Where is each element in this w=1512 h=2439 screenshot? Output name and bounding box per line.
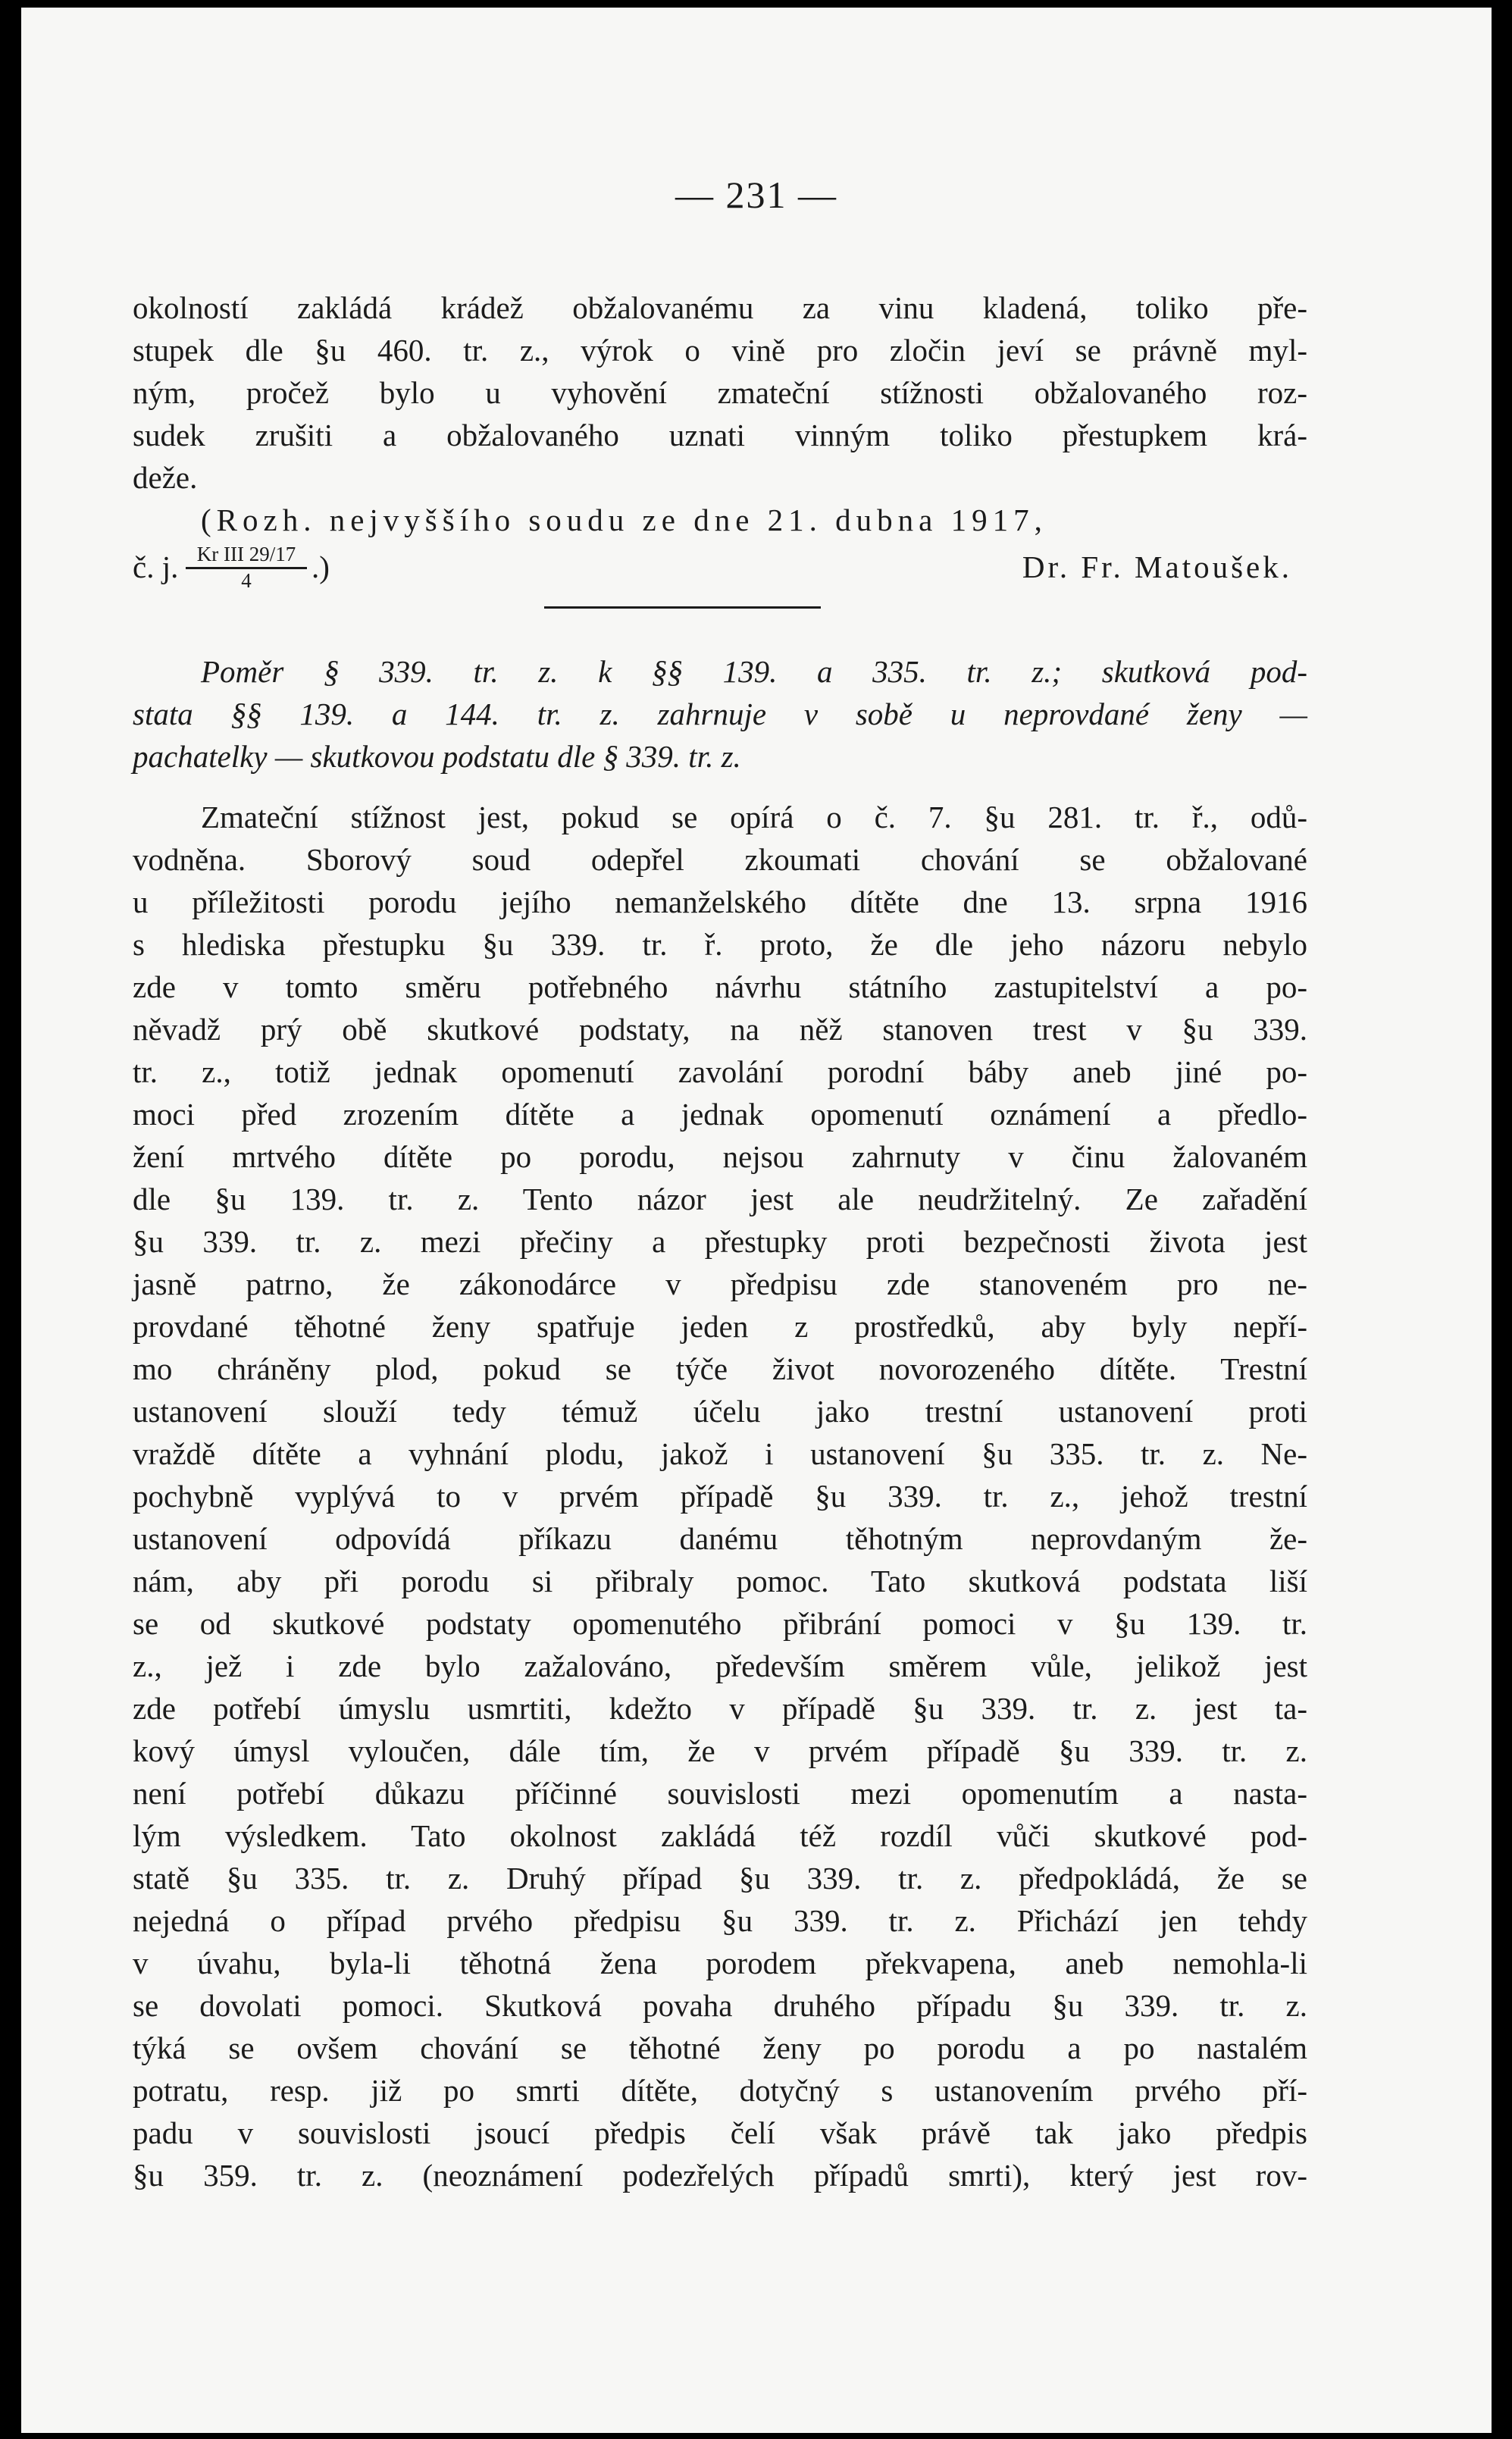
court-citation (133, 499, 1307, 594)
text-line: stupek dle §u 460. tr. z., výrok o vině pro zločin jeví se právně myl- (133, 333, 1307, 368)
text-line: z., jež i zde bylo zažalováno, především směrem vůle, jelikož jest (133, 1648, 1307, 1683)
section-divider (544, 606, 821, 609)
text-line: deže. (133, 460, 198, 495)
text-line: Zmateční stížnost jest, pokud se opírá o č. 7. §u 281. tr. ř., odů- (201, 800, 1307, 834)
text-line: vodněna. Sborový soud odepřel zkoumati chování se obžalované (133, 842, 1307, 877)
text-line: se od skutkové podstaty opomenutého přibrání pomoci v §u 139. tr. (133, 1606, 1307, 1641)
citation-line: (Rozh. nejvyššího soudu ze dne 21. dubna 1917, (201, 503, 1047, 537)
citation-reference (133, 541, 1307, 594)
text-line: zde potřebí úmyslu usmrtiti, kdežto v případě §u 339. tr. z. jest ta- (133, 1691, 1307, 1726)
text-line: se dovolati pomoci. Skutková povaha druhého případu §u 339. tr. z. (133, 1988, 1307, 2023)
text-line: u příležitosti porodu jejího nemanželského dítěte dne 13. srpna 1916 (133, 884, 1307, 919)
text-line: zde v tomto směru potřebného návrhu státního zastupitelství a po- (133, 969, 1307, 1004)
text-line: dle §u 139. tr. z. Tento názor jest ale neudržitelný. Ze zařadění (133, 1182, 1307, 1216)
fraction-numerator: Kr III 29/17 (186, 543, 307, 569)
citation-close: .) (311, 549, 330, 584)
text-line: něvadž prý obě skutkové podstaty, na něž stanoven trest v §u 339. (133, 1012, 1307, 1047)
text-line: statě §u 335. tr. z. Druhý případ §u 339. tr. z. předpokládá, že se (133, 1861, 1307, 1896)
heading-line: Poměr § 339. tr. z. k §§ 139. a 335. tr. z.; skutková pod- (201, 654, 1307, 689)
text-line: potratu, resp. již po smrti dítěte, dotyčný s ustanovením prvého pří- (133, 2073, 1307, 2108)
body-paragraph (133, 796, 1307, 2196)
text-line: nám, aby při porodu si přibraly pomoc. Tato skutková podstata liší (133, 1564, 1307, 1598)
text-line: §u 359. tr. z. (neoznámení podezřelých případů smrti), který jest rov- (133, 2158, 1307, 2193)
text-line: mo chráněny plod, pokud se týče život novorozeného dítěte. Trestní (133, 1351, 1307, 1386)
text-line: s hlediska přestupku §u 339. tr. ř. proto, že dle jeho názoru nebylo (133, 927, 1307, 962)
text-line: týká se ovšem chování se těhotné ženy po porodu a po nastalém (133, 2030, 1307, 2065)
case-number-fraction (186, 543, 307, 592)
author-signature: Dr. Fr. Matoušek. (1022, 549, 1292, 584)
text-line: v úvahu, byla-li těhotná žena porodem překvapena, aneb nemohla-li (133, 1946, 1307, 1980)
text-line: nejedná o případ prvého předpisu §u 339. tr. z. Přichází jen tehdy (133, 1903, 1307, 1938)
text-line: lým výsledkem. Tato okolnost zakládá též rozdíl vůči skutkové pod- (133, 1818, 1307, 1853)
text-line: okolností zakládá krádež obžalovanému za vinu kladená, toliko pře- (133, 290, 1307, 325)
page-number: — 231 — (675, 174, 837, 216)
text-line: provdané těhotné ženy spatřuje jeden z prostředků, aby byly nepří- (133, 1309, 1307, 1344)
text-line: kový úmysl vyloučen, dále tím, že v prvém případě §u 339. tr. z. (133, 1733, 1307, 1768)
text-line: vraždě dítěte a vyhnání plodu, jakož i ustanovení §u 335. tr. z. Ne- (133, 1436, 1307, 1471)
text-line: ným, pročež bylo u vyhovění zmateční stížnosti obžalovaného roz- (133, 375, 1307, 410)
text-line: jasně patrno, že zákonodárce v předpisu zde stanoveném pro ne- (133, 1266, 1307, 1301)
book-page (21, 8, 1492, 2433)
fraction-denominator: 4 (241, 569, 252, 592)
opening-paragraph (133, 286, 1307, 499)
text-line: tr. z., totiž jednak opomenutí zavolání porodní báby aneb jiné po- (133, 1054, 1307, 1089)
text-line: ustanovení slouží tedy témuž účelu jako trestní ustanovení proti (133, 1394, 1307, 1429)
heading-line: pachatelky — skutkovou podstatu dle § 339. tr. z. (133, 739, 741, 774)
case-number-prefix: č. j. (133, 549, 179, 584)
text-line: není potřebí důkazu příčinné souvislosti mezi opomenutím a nasta- (133, 1776, 1307, 1811)
heading-line: stata §§ 139. a 144. tr. z. zahrnuje v sobě u neprovdané ženy — (133, 697, 1307, 731)
section-heading (133, 650, 1307, 778)
text-line: ustanovení odpovídá příkazu danému těhotným neprovdaným že- (133, 1521, 1307, 1556)
text-line: pochybně vyplývá to v prvém případě §u 339. tr. z., jehož trestní (133, 1479, 1307, 1514)
text-line: žení mrtvého dítěte po porodu, nejsou zahrnuty v činu žalovaném (133, 1139, 1307, 1174)
text-line: moci před zrozením dítěte a jednak opomenutí oznámení a předlo- (133, 1097, 1307, 1132)
text-line: §u 339. tr. z. mezi přečiny a přestupky proti bezpečnosti života jest (133, 1224, 1307, 1259)
text-line: sudek zrušiti a obžalovaného uznati vinným toliko přestupkem krá- (133, 418, 1307, 452)
text-line: padu v souvislosti jsoucí předpis čelí však právě tak jako předpis (133, 2115, 1307, 2150)
